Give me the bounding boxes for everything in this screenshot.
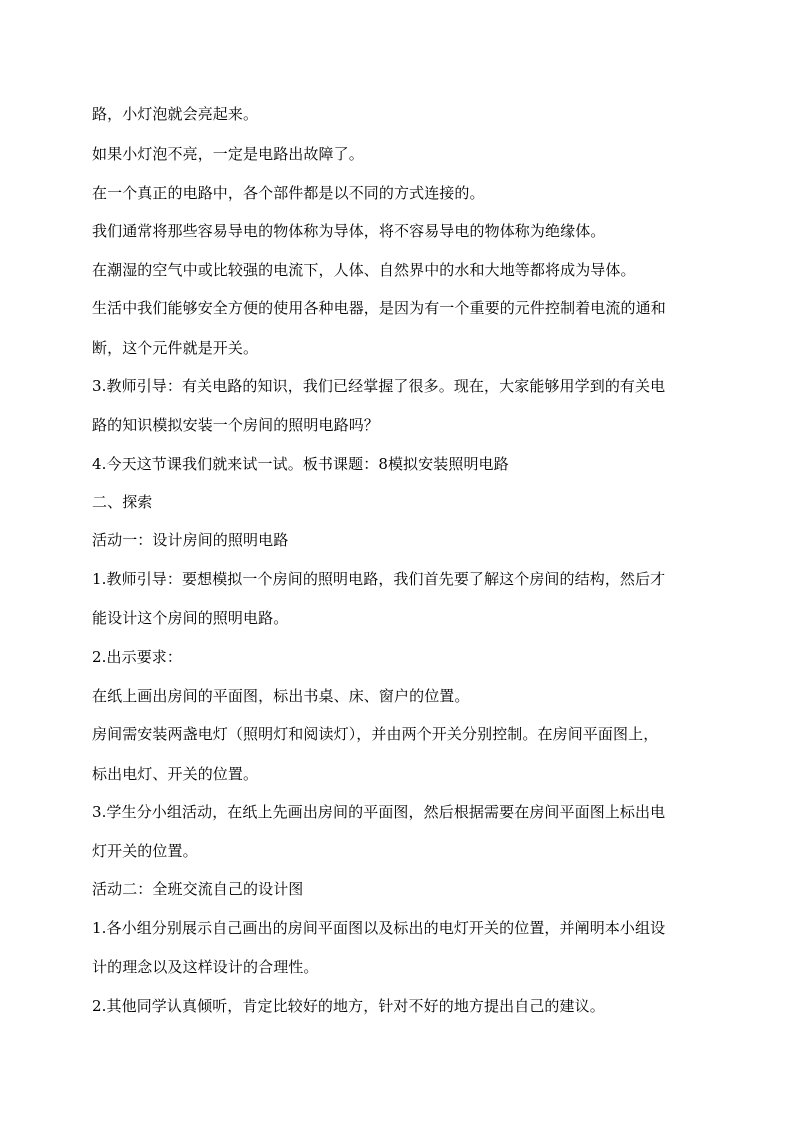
text-line: 在一个真正的电路中，各个部件都是以不同的方式连接的。 bbox=[92, 184, 485, 202]
text-line: 如果小灯泡不亮，一定是电路出故障了。 bbox=[92, 145, 364, 163]
text-line: 2.其他同学认真倾听，肯定比较好的地方，针对不好的地方提出自己的建议。 bbox=[92, 997, 605, 1015]
section-heading: 二、探索 bbox=[92, 493, 153, 511]
text-line: 路的知识模拟安装一个房间的照明电路吗？ bbox=[92, 416, 379, 434]
text-line: 断，这个元件就是开关。 bbox=[92, 339, 259, 357]
text-line: 1.各小组分别展示自己画出的房间平面图以及标出的电灯开关的位置，并阐明本小组设 bbox=[92, 919, 666, 937]
activity-heading: 活动一：设计房间的照明电路 bbox=[92, 531, 289, 549]
text-line: 在纸上画出房间的平面图，标出书桌、床、窗户的位置。 bbox=[92, 687, 470, 705]
text-line: 标出电灯、开关的位置。 bbox=[92, 765, 259, 783]
activity-heading: 活动二：全班交流自己的设计图 bbox=[92, 880, 304, 898]
text-line: 2.出示要求： bbox=[92, 648, 183, 666]
text-line: 3.教师引导：有关电路的知识，我们已经掌握了很多。现在，大家能够用学到的有关电 bbox=[92, 377, 666, 395]
text-line: 计的理念以及这样设计的合理性。 bbox=[92, 958, 319, 976]
text-line: 在潮湿的空气中或比较强的电流下，人体、自然界中的水和大地等都将成为导体。 bbox=[92, 261, 636, 279]
text-line: 房间需安装两盏电灯（照明灯和阅读灯），并由两个开关分别控制。在房间平面图上， bbox=[92, 725, 659, 743]
text-line: 3.学生分小组活动，在纸上先画出房间的平面图，然后根据需要在房间平面图上标出电 bbox=[92, 803, 666, 821]
text-line: 4.今天这节课我们就来试一试。板书课题：8模拟安装照明电路 bbox=[92, 455, 509, 473]
text-line: 灯开关的位置。 bbox=[92, 842, 198, 860]
text-line: 路，小灯泡就会亮起来。 bbox=[92, 105, 259, 123]
text-line: 生活中我们能够安全方便的使用各种电器，是因为有一个重要的元件控制着电流的通和 bbox=[92, 299, 666, 317]
text-line: 我们通常将那些容易导电的物体称为导体，将不容易导电的物体称为绝缘体。 bbox=[92, 222, 606, 240]
text-line: 能设计这个房间的照明电路。 bbox=[92, 609, 289, 627]
text-line: 1.教师引导：要想模拟一个房间的照明电路，我们首先要了解这个房间的结构，然后才 bbox=[92, 570, 666, 588]
